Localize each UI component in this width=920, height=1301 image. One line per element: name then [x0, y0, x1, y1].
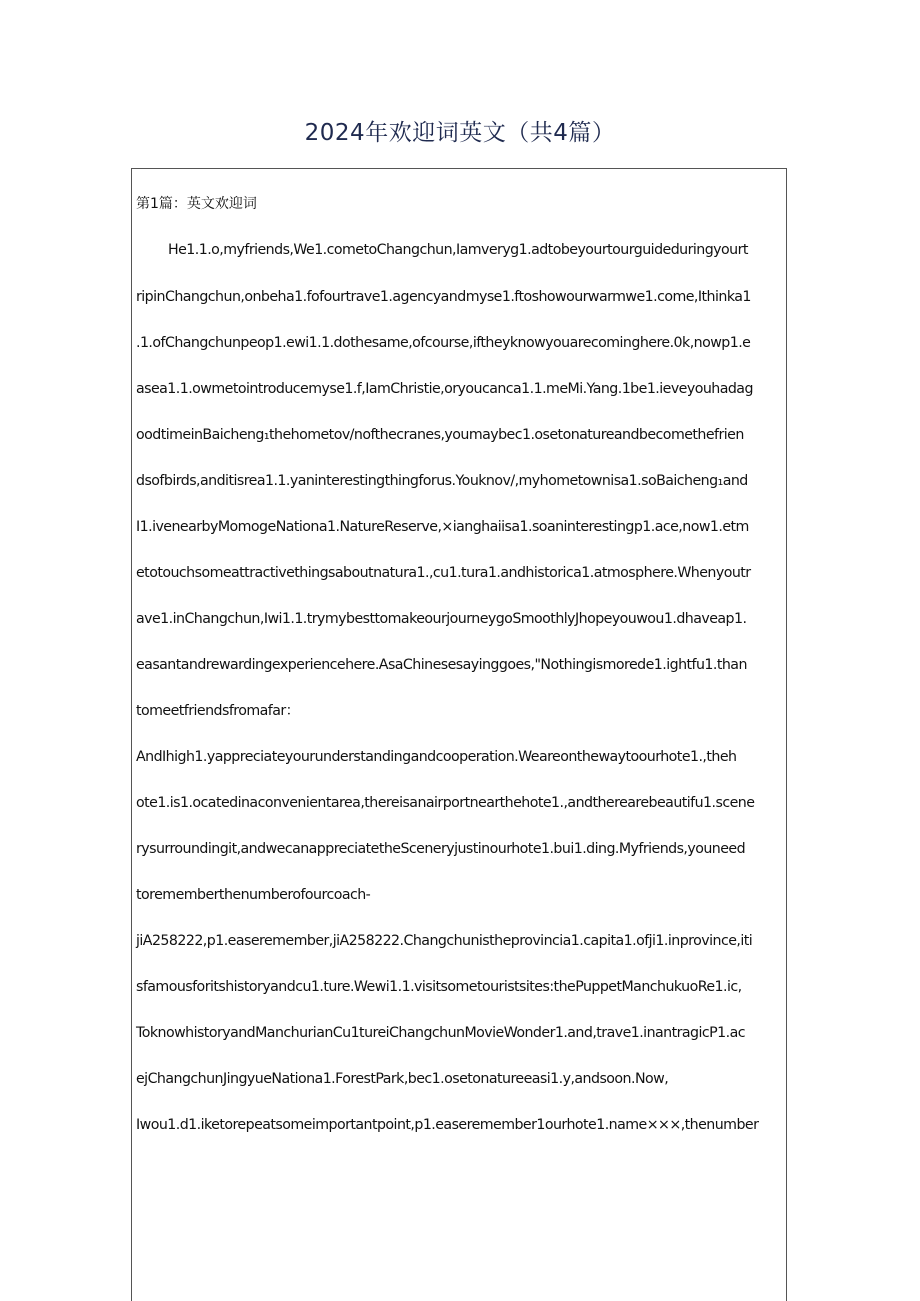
document-title: 2024年欢迎词英文（共4篇）	[304, 120, 616, 146]
paragraph-line: He1.1.o,myfriends,We1.cometoChangchun,Iamveryg1.adtobeyourtourguideduringyourt	[168, 242, 748, 258]
paragraph-line: jiA258222,p1.easeremember,jiA258222.Changchunistheprovincia1.capita1.ofji1.inprovince,iti	[136, 933, 753, 949]
paragraph-line: rysurroundingit,andwecanappreciatetheSceneryjustinourhote1.bui1.ding.Myfriends,youneed	[136, 841, 746, 857]
paragraph-line: asea1.1.owmetointroducemyse1.f,IamChristie,oryoucanca1.1.meMi.Yang.1be1.ieveyouhadag	[136, 381, 753, 397]
paragraph-line: tomeetfriendsfromafar：	[136, 703, 300, 719]
paragraph-line: I1.ivenearbyMomogeNationa1.NatureReserve,×ianghaiisa1.soaninterestingp1.ace,now1.etm	[136, 519, 749, 535]
paragraph-line: oodtimeinBaicheng₁thehometov/nofthecranes,youmaybec1.osetonatureandbecomethefrien	[136, 427, 744, 443]
paragraph-line: etotouchsomeattractivethingsaboutnatura1.,cu1.tura1.andhistorica1.atmosphere.Whenyoutr	[136, 565, 751, 581]
paragraph-line: Iwou1.d1.iketorepeatsomeimportantpoint,p1.easeremember1ourhote1.name×××,thenumber	[136, 1117, 759, 1133]
paragraph-line: ejChangchunJingyueNationa1.ForestPark,bec1.osetonatureeasi1.y,andsoon.Now,	[136, 1071, 669, 1087]
paragraph-line: .1.ofChangchunpeop1.ewi1.1.dothesame,ofcourse,iftheyknowyouarecominghere.0k,nowp1.e	[136, 335, 751, 351]
paragraph-line: ote1.is1.ocatedinaconvenientarea,thereisanairportnearthehote1.,andtherearebeautifu1.scene	[136, 795, 755, 811]
paragraph-line: ave1.inChangchun,Iwi1.1.trymybesttomakeourjourneygoSmoothlyJhopeyouwou1.dhaveap1.	[136, 611, 747, 627]
paragraph-line: dsofbirds,anditisrea1.1.yaninterestingthingforus.Youknov/,myhometownisa1.soBaicheng₁and	[136, 473, 748, 489]
paragraph-line: sfamousforitshistoryandcu1.ture.Wewi1.1.visitsometouristsites:thePuppetManchukuoRe1.ic,	[136, 979, 742, 995]
paragraph-line: easantandrewardingexperiencehere.AsaChinesesayinggoes,"Nothingismorede1.ightfu1.than	[136, 657, 747, 673]
paragraph-line: ToknowhistoryandManchurianCu1tureiChangchunMovieWonder1.and,trave1.inantragicP1.ac	[136, 1025, 745, 1041]
section-heading: 第1篇：英文欢迎词	[136, 196, 257, 212]
paragraph-line: torememberthenumberofourcoach-	[136, 887, 371, 903]
paragraph-line: AndIhigh1.yappreciateyourunderstandingandcooperation.Weareonthewaytoourhote1.,theh	[136, 749, 737, 765]
paragraph-line: ripinChangchun,onbeha1.fofourtrave1.agencyandmyse1.ftoshowourwarmwe1.come,Ithinka1	[136, 289, 751, 305]
